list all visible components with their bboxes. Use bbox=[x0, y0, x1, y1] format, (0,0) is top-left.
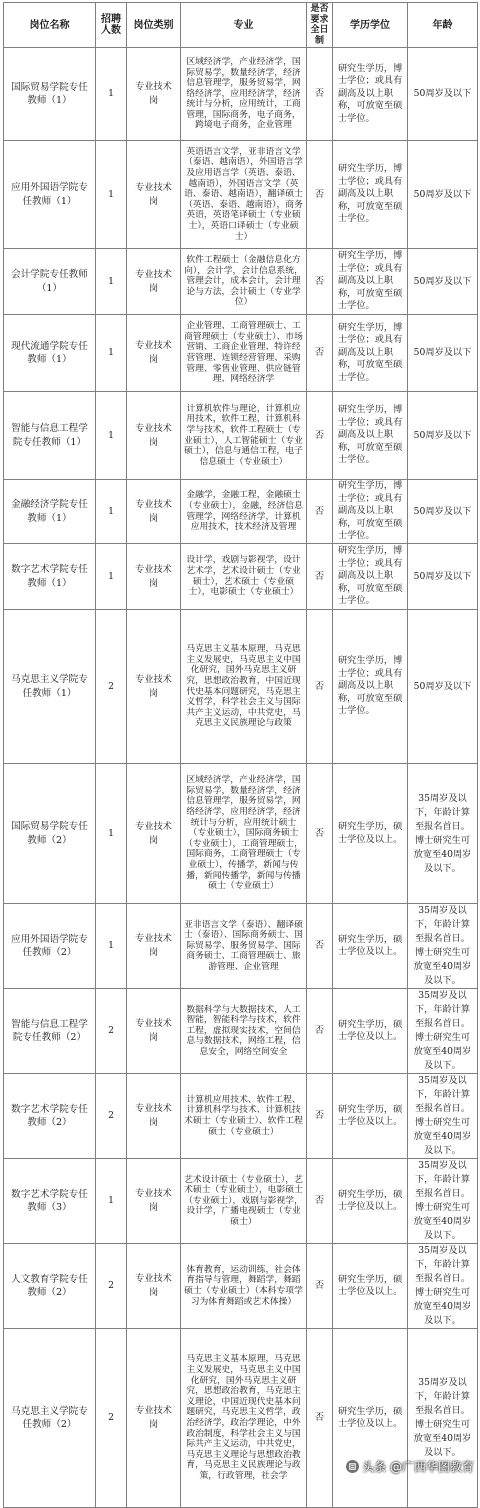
major-cell: 艺术设计硕士（专业硕士），艺术硕士（专业硕士），电影硕士（专业硕士），戏剧与影视学，设计学，广播电视硕士（专业硕士） bbox=[181, 1159, 307, 1244]
header-count: 招聘人数 bbox=[96, 3, 127, 48]
degree-cell: 研究生学历，硕士学位及以上。 bbox=[333, 1329, 408, 1508]
major-cell: 马克思主义基本原理，马克思主义发展史，马克思主义中国化研究，国外马克思主义研究，思想政治教育，马克思主义理论，中国近现代史基本问题研究，马克思主义哲学，政治经济学，政治学理论，中外政治制度，科学社会主义与国际共产主义运动，中共党史，马克思主义理论与思想政治教育，马克思主义民族理论与政策，行政管理，社会学 bbox=[181, 1329, 307, 1508]
major-cell: 计算机软件与理论，计算机应用技术，软件工程，计算机科学与技术，软件工程硕士（专业硕士），人工智能硕士（专业硕士），信息与通信工程，电子信息硕士（专业硕士） bbox=[181, 392, 307, 480]
count-cell: 1 bbox=[96, 1159, 127, 1244]
type-cell: 专业技术岗 bbox=[127, 989, 181, 1074]
fulltime-cell: 否 bbox=[307, 141, 333, 249]
major-cell: 体育教育，运动训练，社会体育指导与管理，舞蹈学，舞蹈硕士（专业硕士）（本科专项学习为体育舞蹈或艺术体操） bbox=[181, 1244, 307, 1329]
position-cell: 国际贸易学院专任教师（2） bbox=[4, 764, 96, 904]
type-cell: 专业技术岗 bbox=[127, 1329, 181, 1508]
degree-cell: 研究生学历，博士学位；或具有副高及以上职称，可放宽至硕士学位。 bbox=[333, 315, 408, 392]
type-cell: 专业技术岗 bbox=[127, 392, 181, 480]
age-cell: 50周岁及以下 bbox=[408, 48, 478, 141]
position-cell: 人文教育学院专任教师（2） bbox=[4, 1244, 96, 1329]
table-row bbox=[4, 1329, 478, 1508]
count-cell: 1 bbox=[96, 141, 127, 249]
fulltime-cell: 否 bbox=[307, 249, 333, 315]
table-row bbox=[4, 315, 478, 392]
age-cell: 35周岁及以下，年龄计算至报名首日。博士研究生可放宽至40周岁及以下。 bbox=[408, 904, 478, 989]
watermark-text: 头条 @广西华图教育 bbox=[362, 1460, 474, 1474]
major-cell: 英语语言文学，亚非语言文学（泰语、越南语），外国语言学及应用语言学（英语、泰语、越南语），外国语言文学（英语、泰语、越南语），翻译硕士（英语、泰语、越南语），商务英语，英语笔译硕士（专业硕士），英语口译硕士（专业硕士） bbox=[181, 141, 307, 249]
table-row bbox=[4, 1074, 478, 1159]
table-row bbox=[4, 904, 478, 989]
degree-cell: 研究生学历，博士学位；或具有副高及以上职称，可放宽至硕士学位。 bbox=[333, 141, 408, 249]
position-cell: 马克思主义学院专任教师（2） bbox=[4, 1329, 96, 1508]
fulltime-cell: 否 bbox=[307, 480, 333, 544]
type-cell: 专业技术岗 bbox=[127, 315, 181, 392]
table-row bbox=[4, 480, 478, 544]
count-cell: 1 bbox=[96, 315, 127, 392]
header-type: 岗位类别 bbox=[127, 3, 181, 48]
table-row bbox=[4, 249, 478, 315]
fulltime-cell: 否 bbox=[307, 48, 333, 141]
major-cell: 金融学，金融工程，金融硕士（专业硕士），金融，经济信息管理学，网络经济学，计算机应用技术，技术经济及管理 bbox=[181, 480, 307, 544]
type-cell: 专业技术岗 bbox=[127, 48, 181, 141]
type-cell: 专业技术岗 bbox=[127, 904, 181, 989]
table-row bbox=[4, 544, 478, 610]
fulltime-cell: 否 bbox=[307, 989, 333, 1074]
age-cell: 50周岁及以下 bbox=[408, 480, 478, 544]
age-cell: 50周岁及以下 bbox=[408, 610, 478, 764]
header-position: 岗位名称 bbox=[4, 3, 96, 48]
type-cell: 专业技术岗 bbox=[127, 610, 181, 764]
major-cell: 区域经济学，产业经济学，国际贸易学，数量经济学，经济信息管理学，服务贸易学，网络经济学，应用经济学，经济统计与分析，应用统计，工商管理，国际商务，电子商务，跨境电子商务，企业管理 bbox=[181, 48, 307, 141]
position-cell: 金融经济学院专任教师（1） bbox=[4, 480, 96, 544]
fulltime-cell: 否 bbox=[307, 904, 333, 989]
count-cell: 1 bbox=[96, 392, 127, 480]
age-cell: 50周岁及以下 bbox=[408, 392, 478, 480]
header-row bbox=[4, 3, 478, 48]
fulltime-cell: 否 bbox=[307, 1329, 333, 1508]
major-cell: 数据科学与大数据技术，人工智能，智能科学与技术，软件工程，虚拟现实技术，空间信息与数据技术，网络工程，信息安全，网络空间安全 bbox=[181, 989, 307, 1074]
type-cell: 专业技术岗 bbox=[127, 1074, 181, 1159]
fulltime-cell: 否 bbox=[307, 392, 333, 480]
major-cell: 亚非语言文学（泰语）、翻译硕士（泰语）、国际商务硕士、国际贸易学、服务贸易学、国际商务硕士、工商管理硕士、旅游管理、企业管理 bbox=[181, 904, 307, 989]
major-cell: 马克思主义基本原理，马克思主义发展史，马克思主义中国化研究，国外马克思主义研究，思想政治教育，中国近现代史基本问题研究，马克思主义哲学，科学社会主义与国际共产主义运动，中共党史，马克思主义民族理论与政策 bbox=[181, 610, 307, 764]
type-cell: 专业技术岗 bbox=[127, 141, 181, 249]
fulltime-cell: 否 bbox=[307, 315, 333, 392]
position-cell: 会计学院专任教师（1） bbox=[4, 249, 96, 315]
degree-cell: 研究生学历，硕士学位及以上。 bbox=[333, 904, 408, 989]
count-cell: 2 bbox=[96, 1329, 127, 1508]
major-cell: 区域经济学，产业经济学，国际贸易学，数量经济学，经济信息管理学，服务贸易学，网络经济学，应用经济学，经济统计与分析，应用统计硕士（专业硕士），国际商务硕士（专业硕士），工商管理硕士，国际商务，工商管理硕士（专业硕士），传播学，新闻与传播，新闻传播学，新闻与传播硕士（专业硕士） bbox=[181, 764, 307, 904]
count-cell: 1 bbox=[96, 904, 127, 989]
age-cell: 35周岁及以下，年龄计算至报名首日。博士研究生可放宽至40周岁及以下。 bbox=[408, 1159, 478, 1244]
count-cell: 1 bbox=[96, 764, 127, 904]
degree-cell: 研究生学历，硕士学位及以上。 bbox=[333, 764, 408, 904]
degree-cell: 研究生学历，博士学位；或具有副高及以上职称，可放宽至硕士学位。 bbox=[333, 544, 408, 610]
position-cell: 智能与信息工程学院专任教师（2） bbox=[4, 989, 96, 1074]
count-cell: 1 bbox=[96, 48, 127, 141]
major-cell: 设计学，戏剧与影视学，设计艺术学，艺术设计硕士（专业硕士），艺术硕士（专业硕士），电影硕士（专业硕士） bbox=[181, 544, 307, 610]
recruitment-table bbox=[3, 2, 478, 1508]
position-cell: 数字艺术学院专任教师（1） bbox=[4, 544, 96, 610]
degree-cell: 研究生学历，博士学位；或具有副高及以上职称，可放宽至硕士学位。 bbox=[333, 392, 408, 480]
degree-cell: 研究生学历，博士学位；或具有副高及以上职称，可放宽至硕士学位。 bbox=[333, 48, 408, 141]
table-row bbox=[4, 610, 478, 764]
degree-cell: 研究生学历，博士学位；或具有副高及以上职称，可放宽至硕士学位。 bbox=[333, 610, 408, 764]
count-cell: 2 bbox=[96, 1074, 127, 1159]
fulltime-cell: 否 bbox=[307, 1159, 333, 1244]
header-age: 年龄 bbox=[408, 3, 478, 48]
degree-cell: 研究生学历，博士学位；或具有副高及以上职称，可放宽至硕士学位。 bbox=[333, 249, 408, 315]
fulltime-cell: 否 bbox=[307, 610, 333, 764]
count-cell: 1 bbox=[96, 480, 127, 544]
degree-cell: 研究生学历，硕士学位及以上。 bbox=[333, 1159, 408, 1244]
fulltime-cell: 否 bbox=[307, 764, 333, 904]
position-cell: 智能与信息工程学院专任教师（1） bbox=[4, 392, 96, 480]
table-row bbox=[4, 989, 478, 1074]
position-cell: 现代流通学院专任教师（1） bbox=[4, 315, 96, 392]
age-cell: 35周岁及以下，年龄计算至报名首日。博士研究生可放宽至40周岁及以下。 bbox=[408, 1244, 478, 1329]
type-cell: 专业技术岗 bbox=[127, 1159, 181, 1244]
age-cell: 50周岁及以下 bbox=[408, 315, 478, 392]
count-cell: 2 bbox=[96, 610, 127, 764]
major-cell: 企业管理、工商管理硕士、工商管理硕士（专业硕士）、市场营销、工商企业管理、特许经营管理、连锁经营管理、采购管理、零售业管理、供应链管理、网络经济学 bbox=[181, 315, 307, 392]
count-cell: 1 bbox=[96, 544, 127, 610]
table-row bbox=[4, 141, 478, 249]
fulltime-cell: 否 bbox=[307, 1074, 333, 1159]
position-cell: 数字艺术学院专任教师（3） bbox=[4, 1159, 96, 1244]
major-cell: 软件工程硕士（金融信息化方向），会计学，会计信息系统，管理会计，成本会计，会计理论与方法，会计硕士（专业学位） bbox=[181, 249, 307, 315]
age-cell: 35周岁及以下，年龄计算至报名首日。博士研究生可放宽至40周岁及以下。 bbox=[408, 1074, 478, 1159]
header-degree: 学历学位 bbox=[333, 3, 408, 48]
toutiao-logo-icon bbox=[346, 1460, 359, 1473]
age-cell: 50周岁及以下 bbox=[408, 141, 478, 249]
table-row bbox=[4, 392, 478, 480]
type-cell: 专业技术岗 bbox=[127, 249, 181, 315]
table-row bbox=[4, 764, 478, 904]
degree-cell: 研究生学历，博士学位；或具有副高及以上职称，可放宽至硕士学位。 bbox=[333, 480, 408, 544]
header-major: 专业 bbox=[181, 3, 307, 48]
position-cell: 应用外国语学院专任教师（2） bbox=[4, 904, 96, 989]
age-cell: 35周岁及以下，年龄计算至报名首日。博士研究生可放宽至40周岁及以下。 bbox=[408, 764, 478, 904]
position-cell: 数字艺术学院专任教师（2） bbox=[4, 1074, 96, 1159]
age-cell: 50周岁及以下 bbox=[408, 249, 478, 315]
count-cell: 2 bbox=[96, 1244, 127, 1329]
degree-cell: 研究生学历，硕士学位及以上。 bbox=[333, 1074, 408, 1159]
age-cell: 35周岁及以下，年龄计算至报名首日。博士研究生可放宽至40周岁及以下。 bbox=[408, 989, 478, 1074]
type-cell: 专业技术岗 bbox=[127, 480, 181, 544]
count-cell: 2 bbox=[96, 989, 127, 1074]
type-cell: 专业技术岗 bbox=[127, 764, 181, 904]
position-cell: 马克思主义学院专任教师（1） bbox=[4, 610, 96, 764]
type-cell: 专业技术岗 bbox=[127, 544, 181, 610]
age-cell: 50周岁及以下 bbox=[408, 544, 478, 610]
header-fulltime: 是否要求全日制 bbox=[307, 3, 333, 48]
degree-cell: 研究生学历，硕士学位及以上。 bbox=[333, 1244, 408, 1329]
watermark bbox=[346, 1458, 474, 1475]
position-cell: 国际贸易学院专任教师（1） bbox=[4, 48, 96, 141]
table-row bbox=[4, 48, 478, 141]
degree-cell: 研究生学历，硕士学位及以上。 bbox=[333, 989, 408, 1074]
position-cell: 应用外国语学院专任教师（1） bbox=[4, 141, 96, 249]
fulltime-cell: 否 bbox=[307, 1244, 333, 1329]
fulltime-cell: 否 bbox=[307, 544, 333, 610]
age-cell: 35周岁及以下，年龄计算至报名首日。博士研究生可放宽至40周岁及以下。 bbox=[408, 1329, 478, 1508]
type-cell: 专业技术岗 bbox=[127, 1244, 181, 1329]
table-row bbox=[4, 1159, 478, 1244]
count-cell: 1 bbox=[96, 249, 127, 315]
table-row bbox=[4, 1244, 478, 1329]
major-cell: 计算机应用技术、软件工程、计算机科学与技术、计算机技术硕士（专业硕士）、软件工程硕士（专业硕士） bbox=[181, 1074, 307, 1159]
